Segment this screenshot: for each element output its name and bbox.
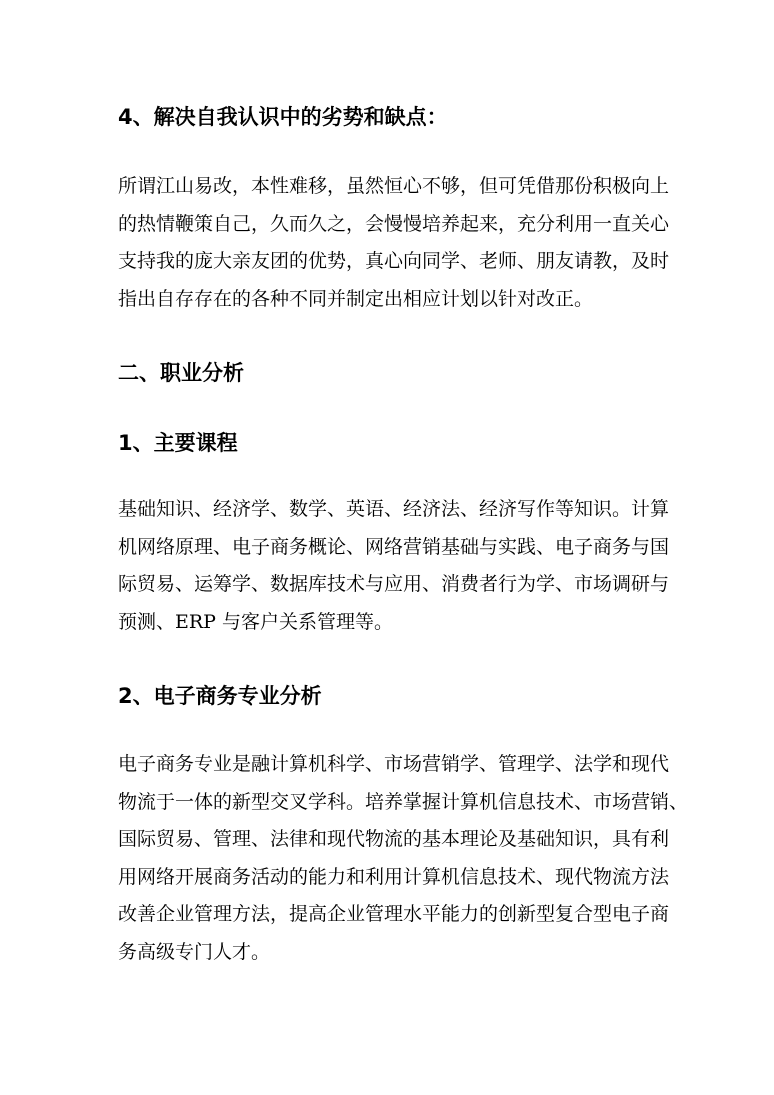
paragraph-line: 所谓江山易改，本性难移，虽然恒心不够，但可凭借那份积极向上 [118, 175, 670, 197]
paragraph-line: 支持我的庞大亲友团的优势，真心向同学、老师、朋友请教，及时 [118, 250, 670, 272]
paragraph-line: 电子商务专业是融计算机科学、市场营销学、管理学、法学和现代 [118, 753, 670, 775]
paragraph-line: 机网络原理、电子商务概论、网络营销基础与实践、电子商务与国 [118, 535, 670, 558]
paragraph-line: 际贸易、运筹学、数据库技术与应用、消费者行为学、市场调研与 [118, 573, 670, 595]
paragraph-line: 用网络开展商务活动的能力和利用计算机信息技术、现代物流方法 [118, 865, 670, 888]
paragraph-weakness [118, 168, 670, 318]
paragraph-line: 物流于一体的新型交叉学科。培养掌握计算机信息技术、市场营销、 [118, 790, 689, 813]
section-heading-career-analysis: 二、职业分析 [118, 361, 244, 385]
section-heading-ecommerce: 2、电子商务专业分析 [118, 684, 322, 708]
paragraph-line: 的热情鞭策自己，久而久之，会慢慢培养起来，充分利用一直关心 [118, 212, 670, 235]
paragraph-line: 务高级专门人才。 [118, 940, 271, 963]
section-heading-weakness: 4、解决自我认识中的劣势和缺点： [118, 105, 448, 129]
paragraph-line: 改善企业管理方法，提高企业管理水平能力的创新型复合型电子商 [118, 903, 670, 925]
paragraph-line: 基础知识、经济学、数学、英语、经济法、经济写作等知识。计算 [118, 498, 670, 520]
paragraph-line: 预测、ERP 与客户关系管理等。 [118, 610, 393, 633]
paragraph-line: 指出自存存在的各种不同并制定出相应计划以针对改正。 [118, 287, 594, 310]
section-heading-courses: 1、主要课程 [118, 431, 238, 455]
paragraph-courses [118, 491, 670, 641]
paragraph-line: 国际贸易、管理、法律和现代物流的基本理论及基础知识，具有利 [118, 828, 670, 850]
paragraph-ecommerce [118, 746, 689, 971]
